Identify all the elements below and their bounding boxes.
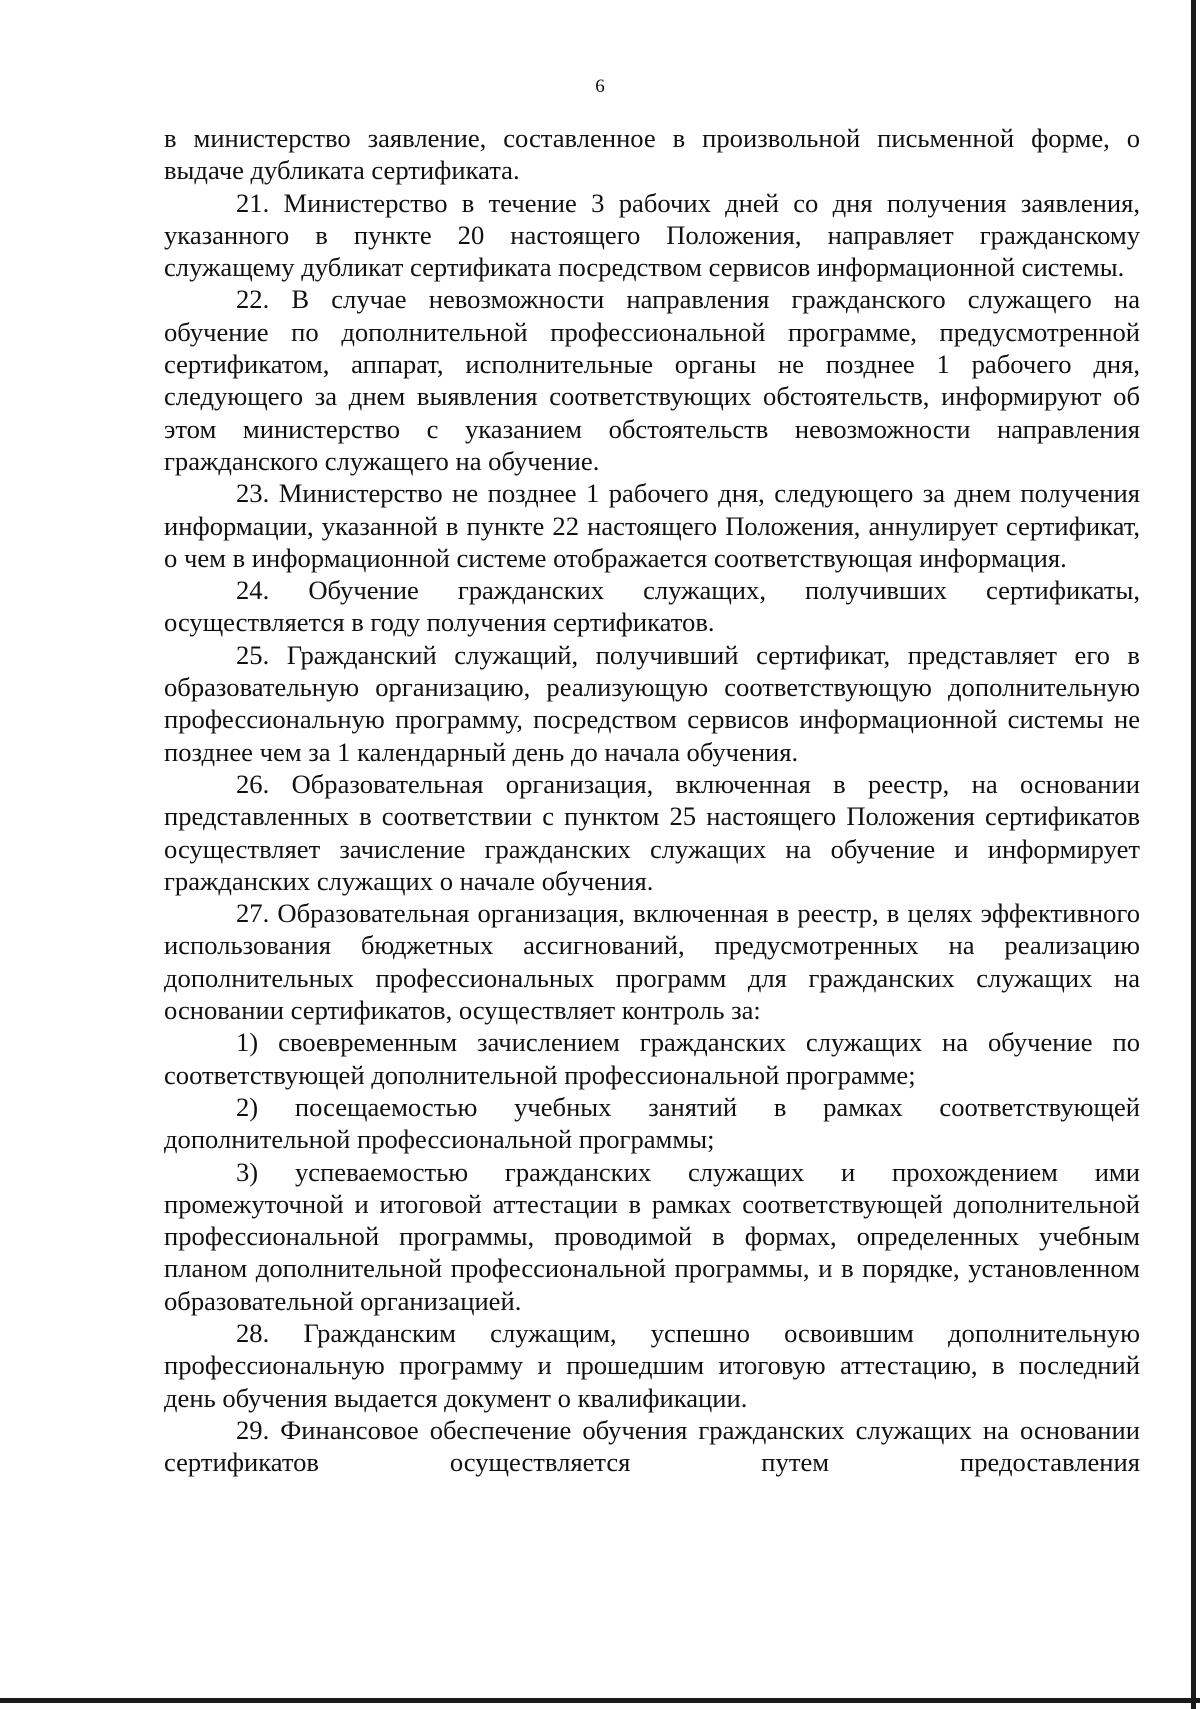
page-number: 6 [595, 76, 605, 97]
scan-border-bottom [0, 1698, 1200, 1703]
document-body [164, 122, 1140, 1478]
paragraph-21: 21. Министерство в течение 3 рабочих дней со дня получения заявления, указанного в пункте 20 настоящего Положения, направляет гражданскому служащему дубликат сертификата посредством сервисов информационной системы. [164, 187, 1140, 283]
paragraph-continuation: в министерство заявление, составленное в произвольной письменной форме, о выдаче дубликата сертификата. [164, 123, 1140, 186]
paragraph-28: 28. Гражданским служащим, успешно освоившим дополнительную профессиональную программу и прошедшим итоговую аттестацию, в последний день обучения выдается документ о квалификации. [164, 1317, 1140, 1413]
scan-border-right [1191, 0, 1196, 1709]
paragraph-27: 27. Образовательная организация, включенная в реестр, в целях эффективного использования бюджетных ассигнований, предусмотренных на реализацию дополнительных профессиональных программ для гражданских служащих на основании сертификатов, осуществляет контроль за: [164, 898, 1140, 1026]
list-item-27-1: 1) своевременным зачислением гражданских служащих на обучение по соответствующей дополнительной профессиональной программе; [164, 1027, 1140, 1090]
paragraph-26: 26. Образовательная организация, включенная в реестр, на основании представленных в соответствии с пунктом 25 настоящего Положения сертификатов осуществляет зачисление гражданских служащих на обучение и информирует гражданских служащих о начале обучения. [164, 768, 1140, 896]
list-item-27-2: 2) посещаемостью учебных занятий в рамках соответствующей дополнительной профессиональной программы; [164, 1091, 1140, 1155]
list-item-27-3: 3) успеваемостью гражданских служащих и прохождением ими промежуточной и итоговой аттестации в рамках соответствующей дополнительной профессиональной программы, проводимой в формах, определенных учебным планом дополнительной профессиональной программы, и в порядке, установленном образовательной организацией. [164, 1156, 1140, 1316]
paragraph-22: 22. В случае невозможности направления гражданского служащего на обучение по дополнительной профессиональной программе, предусмотренной сертификатом, аппарат, исполнительные органы не позднее 1 рабочего дня, следующего за днем выявления соответствующих обстоятельств, информируют об этом министерство с указанием обстоятельств невозможности направления гражданского служащего на обучение. [164, 284, 1140, 476]
paragraph-29: 29. Финансовое обеспечение обучения гражданских служащих на основании сертификатов осуществляется путем предоставления [164, 1414, 1140, 1478]
paragraph-23: 23. Министерство не позднее 1 рабочего дня, следующего за днем получения информации, указанной в пункте 22 настоящего Положения, аннулирует сертификат, о чем в информационной системе отображается соответствующая информация. [164, 478, 1140, 573]
paragraph-24: 24. Обучение гражданских служащих, получивших сертификаты, осуществляется в году получения сертификатов. [164, 575, 1140, 638]
paragraph-25: 25. Гражданский служащий, получивший сертификат, представляет его в образовательную организацию, реализующую соответствующую дополнительную профессиональную программу, посредством сервисов информационной системы не позднее чем за 1 календарный день до начала обучения. [164, 639, 1140, 767]
